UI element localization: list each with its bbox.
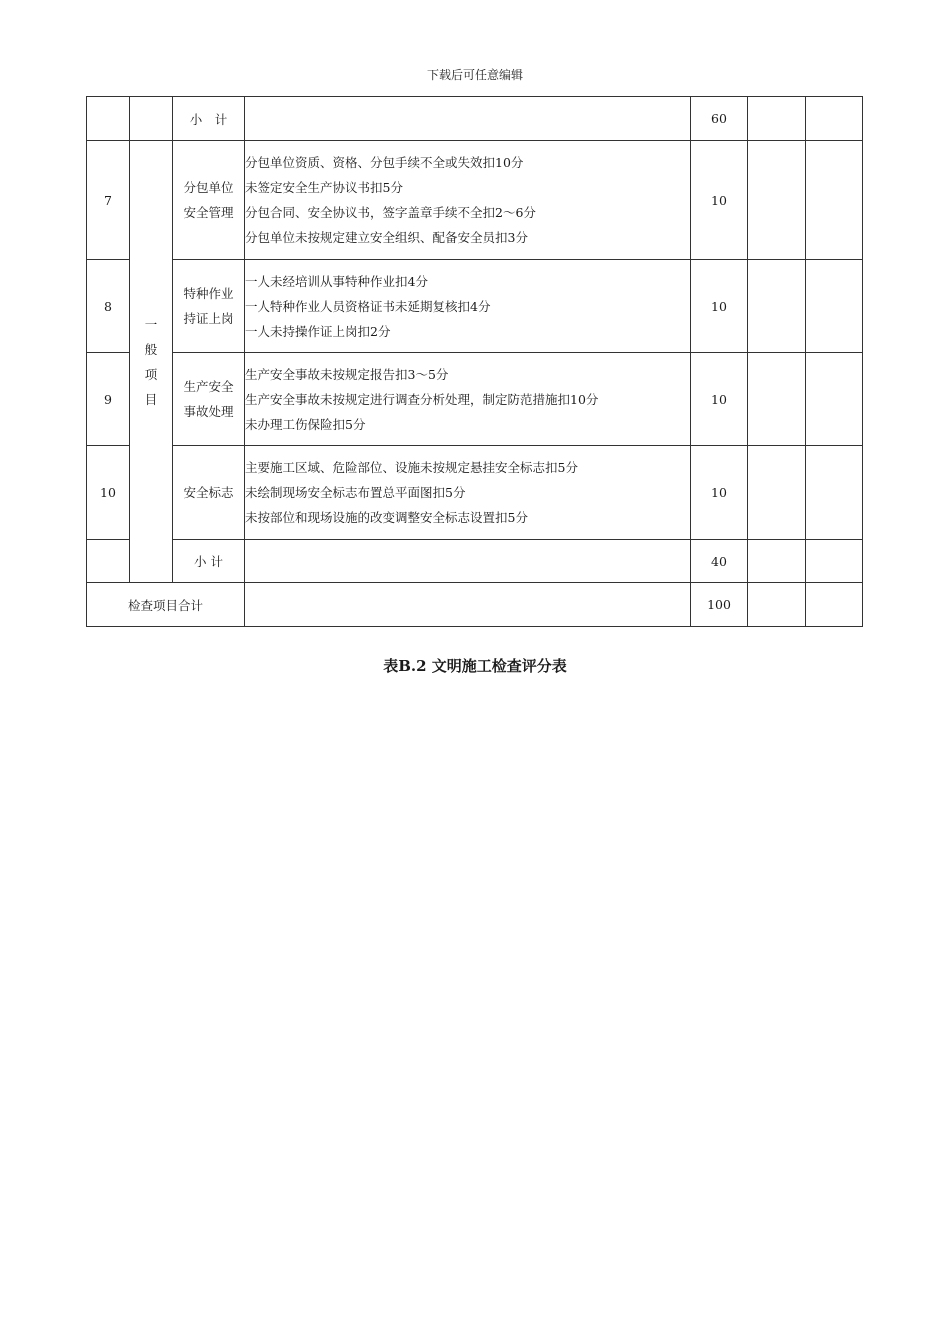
rule-line: 未绘制现场安全标志布置总平面图扣5分 [245,485,466,500]
score-value: 10 [691,353,748,446]
row-number: 8 [87,260,130,353]
deduction-cell [748,141,806,260]
rule-line: 分包单位未按规定建立安全组织、配备安全员扣3分 [245,230,528,245]
score-value: 60 [691,97,748,141]
deduction-cell [748,97,806,141]
category-char: 般 [144,341,158,357]
rules-cell [245,97,691,141]
rule-line: 未按部位和现场设施的改变调整安全标志设置扣5分 [245,510,528,525]
score-value: 10 [691,446,748,540]
rules-cell [245,583,691,627]
actual-score-cell [806,97,863,141]
score-value: 10 [691,260,748,353]
check-item-line: 事故处理 [183,404,234,419]
category-cell-top [130,97,173,141]
category-char: 目 [144,391,158,407]
rule-line: 一人未经培训从事特种作业扣4分 [245,273,428,289]
check-item-line: 分包单位 [183,180,234,195]
rule-line: 生产安全事故未按规定进行调查分析处理，制定防范措施扣10分 [245,391,599,407]
check-item-line: 持证上岗 [183,311,234,326]
rules-cell [245,446,691,540]
rule-line: 未签定安全生产协议书扣5分 [245,180,403,195]
check-item-line: 特种作业 [183,286,234,301]
table-row [87,141,863,260]
actual-score-cell [806,260,863,353]
score-value: 10 [691,141,748,260]
actual-score-cell [806,446,863,540]
row-number [87,97,130,141]
subtotal-label: 小 计 [173,540,245,583]
table-row [87,260,863,353]
check-item-line: 生产安全 [183,379,234,394]
row-number: 10 [87,446,130,540]
check-item-line: 安全标志 [183,485,234,500]
rule-line: 分包合同、安全协议书，签字盖章手续不全扣2～6分 [245,205,536,220]
rule-line: 分包单位资质、资格、分包手续不全或失效扣10分 [245,155,524,170]
category-char: 一 [144,316,158,332]
rule-line: 未办理工伤保险扣5分 [245,416,366,432]
deduction-cell [748,446,806,540]
check-item [173,353,245,446]
deduction-cell [748,353,806,446]
row-number: 9 [87,353,130,446]
score-value: 40 [691,540,748,583]
table-row [87,97,863,141]
category-cell [130,141,173,583]
table-caption: 表B.2 文明施工检查评分表 [383,657,567,675]
rules-cell [245,353,691,446]
actual-score-cell [806,540,863,583]
rule-line: 一人特种作业人员资格证书未延期复核扣4分 [245,298,491,314]
rule-line: 生产安全事故未按规定报告扣3～5分 [245,366,449,382]
check-item [173,446,245,540]
check-item [173,141,245,260]
header-note: 下载后可任意编辑 [426,68,523,82]
actual-score-cell [806,353,863,446]
actual-score-cell [806,583,863,627]
total-row [87,583,863,627]
rule-line: 主要施工区域、危险部位、设施未按规定悬挂安全标志扣5分 [245,460,578,475]
rules-cell [245,260,691,353]
table-row [87,540,863,583]
actual-score-cell [806,141,863,260]
check-item [173,260,245,353]
rules-cell [245,141,691,260]
deduction-cell [748,260,806,353]
row-number: 7 [87,141,130,260]
deduction-cell [748,540,806,583]
rules-cell [245,540,691,583]
subtotal-label: 小 计 [173,97,245,141]
check-item-line: 安全管理 [183,205,234,220]
rule-line: 一人未持操作证上岗扣2分 [245,323,391,339]
category-char: 项 [144,366,158,382]
total-value: 100 [691,583,748,627]
deduction-cell [748,583,806,627]
score-table [86,96,863,627]
table-row [87,353,863,446]
row-number [87,540,130,583]
total-label: 检查项目合计 [87,583,245,627]
table-row [87,446,863,540]
